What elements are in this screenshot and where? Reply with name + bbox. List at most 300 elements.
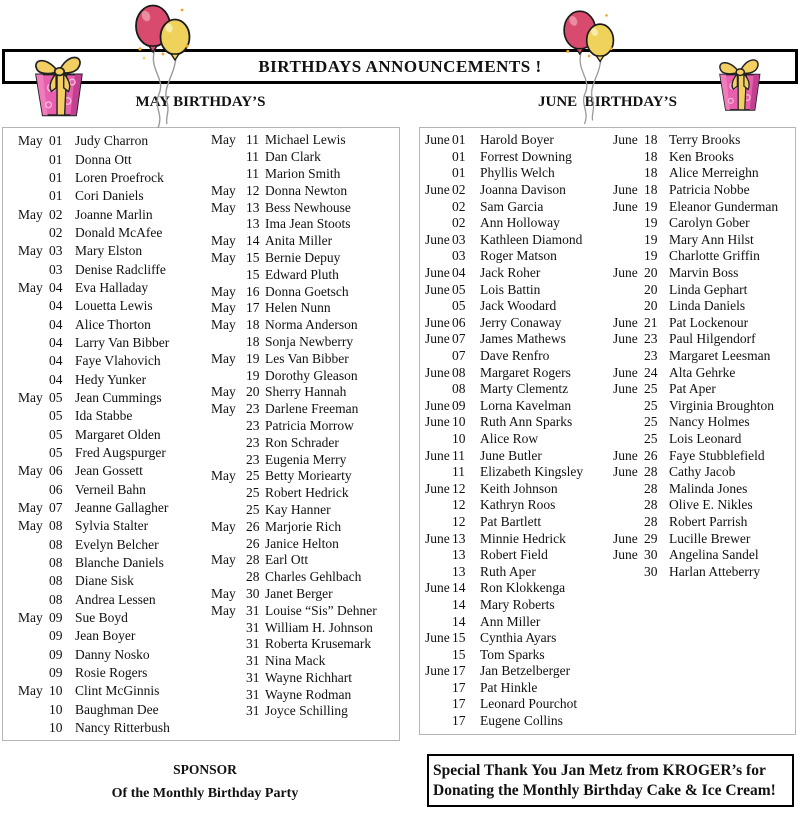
entry-month-label: May bbox=[211, 602, 236, 618]
entry-name: Robert Hedrick bbox=[265, 485, 349, 501]
entry-month-label: May bbox=[211, 401, 236, 417]
entry-name: William H. Johnson bbox=[265, 619, 373, 635]
entry-name: Nancy Holmes bbox=[669, 414, 750, 430]
entry-date: 14 bbox=[246, 233, 260, 249]
entry-date: 28 bbox=[246, 552, 260, 568]
birthday-entry bbox=[211, 149, 377, 166]
entry-date: 01 bbox=[452, 165, 466, 181]
entry-month-label: June bbox=[613, 331, 638, 347]
entry-month-label: June bbox=[425, 314, 450, 330]
birthday-entry bbox=[613, 215, 778, 232]
entry-month-label: June bbox=[425, 331, 450, 347]
entry-name: Helen Nunn bbox=[265, 300, 331, 316]
entry-date: 30 bbox=[246, 585, 260, 601]
birthday-entry bbox=[613, 514, 778, 531]
birthday-entry bbox=[425, 198, 583, 215]
birthday-entry bbox=[211, 401, 377, 418]
entry-date: 30 bbox=[644, 547, 658, 563]
entry-date: 13 bbox=[452, 530, 466, 546]
entry-date: 23 bbox=[644, 331, 658, 347]
entry-date: 02 bbox=[452, 198, 466, 214]
birthday-entry bbox=[613, 132, 778, 149]
entry-name: Carolyn Gober bbox=[669, 215, 750, 231]
entry-date: 11 bbox=[452, 447, 465, 463]
entry-date: 06 bbox=[49, 463, 63, 479]
banner-title: BIRTHDAYS ANNOUNCEMENTS ! bbox=[258, 56, 542, 76]
entry-month-label: May bbox=[18, 518, 43, 534]
birthday-entry bbox=[18, 682, 170, 700]
gift-icon bbox=[710, 50, 768, 114]
birthday-entry bbox=[613, 464, 778, 481]
entry-date: 01 bbox=[452, 132, 466, 148]
entry-month-label: May bbox=[18, 389, 43, 405]
entry-name: Linda Gephart bbox=[669, 281, 748, 297]
entry-date: 08 bbox=[452, 364, 466, 380]
birthday-entry bbox=[211, 418, 377, 435]
entry-date: 03 bbox=[452, 248, 466, 264]
birthday-entry bbox=[18, 591, 170, 609]
entry-date: 18 bbox=[644, 132, 658, 148]
entry-date: 12 bbox=[452, 480, 466, 496]
birthday-entry bbox=[211, 132, 377, 149]
birthday-entry bbox=[425, 182, 583, 199]
june-column-1 bbox=[425, 132, 583, 729]
entry-name: Mary Ann Hilst bbox=[669, 231, 754, 247]
entry-name: Ann Holloway bbox=[480, 215, 560, 231]
june-column-2 bbox=[613, 132, 778, 580]
entry-date: 28 bbox=[644, 464, 658, 480]
entry-date: 10 bbox=[49, 683, 63, 699]
birthday-entry bbox=[211, 216, 377, 233]
entry-date: 28 bbox=[644, 513, 658, 529]
birthday-entry bbox=[211, 686, 377, 703]
entry-name: Joanna Davison bbox=[480, 182, 566, 198]
entry-name: Ima Jean Stoots bbox=[265, 216, 351, 232]
entry-name: Cori Daniels bbox=[75, 188, 144, 204]
entry-name: Terry Brooks bbox=[669, 132, 741, 148]
birthday-entry bbox=[18, 426, 170, 444]
entry-name: Sue Boyd bbox=[75, 610, 128, 626]
birthday-entry bbox=[425, 348, 583, 365]
entry-date: 13 bbox=[452, 563, 466, 579]
entry-date: 10 bbox=[452, 414, 466, 430]
birthday-entry bbox=[211, 266, 377, 283]
entry-date: 08 bbox=[49, 591, 63, 607]
entry-name: Dorothy Gleason bbox=[265, 367, 358, 383]
birthday-entry bbox=[613, 348, 778, 365]
entry-month-label: June bbox=[425, 397, 450, 413]
entry-month-label: June bbox=[613, 530, 638, 546]
birthday-entry bbox=[425, 680, 583, 697]
entry-date: 19 bbox=[644, 215, 658, 231]
birthday-entry bbox=[425, 215, 583, 232]
birthday-entry bbox=[613, 281, 778, 298]
entry-name: Sam Garcia bbox=[480, 198, 544, 214]
entry-date: 01 bbox=[49, 133, 63, 149]
entry-date: 08 bbox=[49, 518, 63, 534]
entry-name: Paul Hilgendorf bbox=[669, 331, 756, 347]
entry-date: 14 bbox=[452, 580, 466, 596]
entry-date: 04 bbox=[49, 353, 63, 369]
entry-date: 31 bbox=[246, 653, 260, 669]
birthday-entry bbox=[211, 619, 377, 636]
entry-date: 17 bbox=[452, 696, 466, 712]
birthday-entry bbox=[425, 132, 583, 149]
thanks-line-2: Donating the Monthly Birthday Cake & Ice Cream! bbox=[433, 781, 776, 799]
birthday-entry bbox=[18, 499, 170, 517]
entry-date: 23 bbox=[246, 434, 260, 450]
entry-month-label: May bbox=[18, 133, 43, 149]
birthday-entry bbox=[425, 315, 583, 332]
entry-name: Cynthia Ayars bbox=[480, 630, 557, 646]
entry-date: 15 bbox=[452, 646, 466, 662]
entry-month-label: May bbox=[18, 206, 43, 222]
entry-month-label: May bbox=[211, 283, 236, 299]
birthday-entry bbox=[613, 480, 778, 497]
entry-name: Rosie Rogers bbox=[75, 665, 148, 681]
entry-name: Elizabeth Kingsley bbox=[480, 464, 584, 480]
entry-date: 17 bbox=[452, 679, 466, 695]
entry-name: Forrest Downing bbox=[480, 148, 572, 164]
entry-name: Phyllis Welch bbox=[480, 165, 555, 181]
entry-name: Ida Stabbe bbox=[75, 408, 133, 424]
entry-month-label: June bbox=[425, 663, 450, 679]
entry-date: 25 bbox=[644, 430, 658, 446]
entry-date: 04 bbox=[49, 279, 63, 295]
entry-name: Jack Roher bbox=[480, 265, 541, 281]
entry-month-label: June bbox=[613, 364, 638, 380]
entry-name: Pat Hinkle bbox=[480, 679, 538, 695]
entry-name: Ron Schrader bbox=[265, 434, 339, 450]
entry-date: 26 bbox=[644, 447, 658, 463]
entry-name: Mary Elston bbox=[75, 243, 143, 259]
entry-date: 15 bbox=[452, 630, 466, 646]
birthday-entry bbox=[18, 609, 170, 627]
birthday-entry bbox=[211, 569, 377, 586]
entry-month-label: June bbox=[613, 464, 638, 480]
entry-name: Alice Thorton bbox=[75, 316, 151, 332]
birthday-entry bbox=[613, 381, 778, 398]
entry-name: Louetta Lewis bbox=[75, 298, 153, 314]
entry-month-label: May bbox=[211, 384, 236, 400]
entry-name: Robert Parrish bbox=[669, 513, 748, 529]
birthday-entry bbox=[211, 166, 377, 183]
birthday-entry bbox=[613, 563, 778, 580]
entry-name: Margaret Rogers bbox=[480, 364, 571, 380]
birthday-entry bbox=[425, 530, 583, 547]
birthday-entry bbox=[18, 260, 170, 278]
entry-month-label: May bbox=[18, 463, 43, 479]
birthday-entry bbox=[613, 331, 778, 348]
sponsor-block bbox=[0, 762, 410, 802]
may-birthday-list bbox=[2, 127, 400, 741]
entry-date: 31 bbox=[246, 686, 260, 702]
entry-name: Les Van Bibber bbox=[265, 350, 349, 366]
birthday-entry bbox=[425, 431, 583, 448]
entry-name: Danny Nosko bbox=[75, 646, 150, 662]
birthday-entry bbox=[425, 447, 583, 464]
entry-month-label: June bbox=[425, 414, 450, 430]
entry-date: 19 bbox=[644, 198, 658, 214]
entry-name: Harold Boyer bbox=[480, 132, 554, 148]
entry-month-label: June bbox=[425, 630, 450, 646]
entry-name: Anita Miller bbox=[265, 233, 333, 249]
entry-name: Larry Van Bibber bbox=[75, 334, 170, 350]
entry-name: Clint McGinnis bbox=[75, 683, 160, 699]
entry-date: 02 bbox=[49, 224, 63, 240]
entry-date: 09 bbox=[49, 646, 63, 662]
birthday-entry bbox=[613, 315, 778, 332]
birthday-entry bbox=[425, 646, 583, 663]
entry-month-label: May bbox=[211, 300, 236, 316]
entry-name: Alta Gehrke bbox=[669, 364, 736, 380]
birthday-entry bbox=[211, 283, 377, 300]
birthday-entry bbox=[18, 407, 170, 425]
birthday-entry bbox=[211, 300, 377, 317]
entry-date: 23 bbox=[246, 417, 260, 433]
entry-name: Norma Anderson bbox=[265, 317, 358, 333]
entry-date: 17 bbox=[452, 663, 466, 679]
birthday-entry bbox=[211, 367, 377, 384]
entry-date: 06 bbox=[452, 314, 466, 330]
entry-name: Roger Matson bbox=[480, 248, 557, 264]
entry-name: Marion Smith bbox=[265, 165, 341, 181]
birthday-entry bbox=[18, 205, 170, 223]
birthday-entry bbox=[425, 165, 583, 182]
entry-name: Jan Betzelberger bbox=[480, 663, 571, 679]
birthday-entry bbox=[18, 517, 170, 535]
birthday-entry bbox=[425, 713, 583, 730]
entry-date: 20 bbox=[644, 281, 658, 297]
entry-name: Wayne Richhart bbox=[265, 669, 353, 685]
birthday-entry bbox=[425, 331, 583, 348]
entry-month-label: June bbox=[613, 182, 638, 198]
entry-name: Faye Vlahovich bbox=[75, 353, 161, 369]
entry-month-label: May bbox=[211, 182, 236, 198]
entry-name: Leonard Pourchot bbox=[480, 696, 578, 712]
entry-date: 29 bbox=[644, 530, 658, 546]
birthday-entry bbox=[211, 451, 377, 468]
entry-name: Jean Gossett bbox=[75, 463, 143, 479]
birthday-entry bbox=[211, 182, 377, 199]
birthday-entry bbox=[425, 281, 583, 298]
birthday-entry bbox=[613, 265, 778, 282]
entry-name: Jean Boyer bbox=[75, 628, 136, 644]
birthday-entry bbox=[613, 298, 778, 315]
entry-name: Lorna Kavelman bbox=[480, 397, 572, 413]
birthday-entry bbox=[425, 514, 583, 531]
entry-name: Wayne Rodman bbox=[265, 686, 352, 702]
entry-date: 25 bbox=[246, 501, 260, 517]
birthday-entry bbox=[211, 552, 377, 569]
birthday-entry bbox=[18, 370, 170, 388]
entry-date: 13 bbox=[246, 216, 260, 232]
june-birthday-list bbox=[419, 127, 796, 735]
birthday-entry bbox=[425, 497, 583, 514]
entry-date: 13 bbox=[246, 199, 260, 215]
entry-month-label: June bbox=[613, 547, 638, 563]
entry-name: Lucille Brewer bbox=[669, 530, 751, 546]
entry-name: Pat Lockenour bbox=[669, 314, 749, 330]
entry-name: Ruth Ann Sparks bbox=[480, 414, 573, 430]
birthday-entry bbox=[211, 384, 377, 401]
birthday-entry bbox=[18, 150, 170, 168]
entry-date: 20 bbox=[644, 298, 658, 314]
entry-date: 20 bbox=[246, 384, 260, 400]
entry-month-label: June bbox=[425, 231, 450, 247]
birthday-entry bbox=[211, 535, 377, 552]
entry-date: 08 bbox=[49, 573, 63, 589]
birthday-entry bbox=[425, 265, 583, 282]
entry-name: Nina Mack bbox=[265, 653, 326, 669]
entry-date: 25 bbox=[644, 397, 658, 413]
birthday-entry bbox=[425, 398, 583, 415]
entry-date: 19 bbox=[644, 231, 658, 247]
entry-date: 31 bbox=[246, 669, 260, 685]
entry-name: Ruth Aper bbox=[480, 563, 536, 579]
entry-date: 23 bbox=[246, 451, 260, 467]
entry-date: 08 bbox=[49, 536, 63, 552]
birthday-entry bbox=[425, 613, 583, 630]
gift-icon bbox=[26, 46, 90, 120]
birthday-entry bbox=[18, 719, 170, 737]
entry-month-label: June bbox=[613, 132, 638, 148]
entry-name: Alice Merreighn bbox=[669, 165, 759, 181]
entry-date: 16 bbox=[246, 283, 260, 299]
entry-date: 08 bbox=[452, 381, 466, 397]
birthday-entry bbox=[18, 389, 170, 407]
entry-date: 10 bbox=[49, 701, 63, 717]
entry-name: Robert Field bbox=[480, 547, 548, 563]
entry-date: 10 bbox=[452, 430, 466, 446]
birthday-entry bbox=[211, 602, 377, 619]
entry-name: Kay Hanner bbox=[265, 501, 331, 517]
entry-date: 05 bbox=[49, 445, 63, 461]
entry-name: Eleanor Gunderman bbox=[669, 198, 779, 214]
entry-month-label: June bbox=[425, 281, 450, 297]
entry-name: Ron Klokkenga bbox=[480, 580, 566, 596]
birthday-entry bbox=[18, 554, 170, 572]
entry-date: 25 bbox=[246, 485, 260, 501]
birthday-entry bbox=[18, 536, 170, 554]
entry-name: Kathryn Roos bbox=[480, 497, 556, 513]
birthday-entry bbox=[211, 233, 377, 250]
entry-name: Cathy Jacob bbox=[669, 464, 736, 480]
entry-date: 25 bbox=[644, 381, 658, 397]
birthday-entry bbox=[18, 242, 170, 260]
birthday-entry bbox=[18, 315, 170, 333]
entry-month-label: May bbox=[211, 552, 236, 568]
june-section-heading: JUNE BIRTHDAY’S bbox=[538, 94, 677, 110]
birthday-entry bbox=[18, 572, 170, 590]
birthday-entry bbox=[211, 703, 377, 720]
birthday-entry bbox=[211, 317, 377, 334]
entry-name: Marjorie Rich bbox=[265, 518, 342, 534]
entry-name: Baughman Dee bbox=[75, 701, 159, 717]
birthday-entry bbox=[613, 398, 778, 415]
entry-month-label: June bbox=[425, 447, 450, 463]
entry-name: Bernie Depuy bbox=[265, 249, 341, 265]
entry-date: 04 bbox=[49, 371, 63, 387]
entry-date: 15 bbox=[246, 249, 260, 265]
birthday-entry bbox=[613, 165, 778, 182]
entry-name: Harlan Atteberry bbox=[669, 563, 761, 579]
entry-name: Denise Radcliffe bbox=[75, 261, 166, 277]
entry-name: Betty Moriearty bbox=[265, 468, 352, 484]
entry-name: Kathleen Diamond bbox=[480, 231, 583, 247]
birthday-entry bbox=[425, 630, 583, 647]
entry-name: Nancy Ritterbush bbox=[75, 720, 170, 736]
entry-month-label: June bbox=[425, 265, 450, 281]
entry-date: 04 bbox=[49, 298, 63, 314]
birthday-entry bbox=[211, 250, 377, 267]
entry-month-label: June bbox=[425, 530, 450, 546]
birthday-entry bbox=[613, 364, 778, 381]
entry-date: 02 bbox=[452, 215, 466, 231]
entry-name: Fred Augspurger bbox=[75, 445, 166, 461]
entry-date: 09 bbox=[49, 665, 63, 681]
birthday-entry bbox=[211, 653, 377, 670]
entry-month-label: June bbox=[425, 580, 450, 596]
birthday-entry bbox=[211, 586, 377, 603]
birthday-entry bbox=[425, 547, 583, 564]
birthday-entry bbox=[18, 279, 170, 297]
entry-date: 10 bbox=[49, 720, 63, 736]
entry-date: 26 bbox=[246, 535, 260, 551]
entry-name: Margaret Leesman bbox=[669, 348, 771, 364]
entry-date: 07 bbox=[49, 500, 63, 516]
birthday-entry bbox=[211, 334, 377, 351]
birthday-entry bbox=[613, 497, 778, 514]
entry-date: 31 bbox=[246, 703, 260, 719]
entry-month-label: June bbox=[613, 381, 638, 397]
entry-name: Angelina Sandel bbox=[669, 547, 759, 563]
kroger-thanks-box bbox=[427, 754, 794, 807]
entry-date: 23 bbox=[644, 348, 658, 364]
may-section-heading: MAY BIRTHDAY’S bbox=[135, 94, 266, 110]
entry-name: Faye Stubblefield bbox=[669, 447, 765, 463]
entry-date: 05 bbox=[452, 281, 466, 297]
birthday-entry bbox=[613, 248, 778, 265]
entry-date: 12 bbox=[452, 497, 466, 513]
entry-name: Pat Bartlett bbox=[480, 513, 542, 529]
entry-month-label: June bbox=[425, 182, 450, 198]
entry-month-label: May bbox=[211, 468, 236, 484]
entry-date: 11 bbox=[246, 149, 259, 165]
birthday-entry bbox=[425, 232, 583, 249]
entry-name: Sylvia Stalter bbox=[75, 518, 149, 534]
entry-date: 04 bbox=[49, 316, 63, 332]
entry-month-label: May bbox=[18, 500, 43, 516]
entry-name: Loren Proefrock bbox=[75, 169, 164, 185]
announcements-banner bbox=[2, 49, 798, 84]
entry-date: 07 bbox=[452, 331, 466, 347]
entry-name: Donna Newton bbox=[265, 182, 348, 198]
birthday-entry bbox=[18, 481, 170, 499]
entry-date: 25 bbox=[644, 414, 658, 430]
entry-month-label: May bbox=[211, 132, 236, 148]
entry-date: 09 bbox=[49, 610, 63, 626]
entry-name: Mary Roberts bbox=[480, 596, 555, 612]
entry-month-label: June bbox=[613, 198, 638, 214]
entry-date: 01 bbox=[452, 148, 466, 164]
entry-name: Charles Gehlbach bbox=[265, 569, 362, 585]
entry-date: 18 bbox=[644, 148, 658, 164]
entry-date: 26 bbox=[246, 518, 260, 534]
birthday-entry bbox=[425, 480, 583, 497]
entry-name: Jack Woodard bbox=[480, 298, 557, 314]
balloons-icon bbox=[558, 8, 620, 126]
